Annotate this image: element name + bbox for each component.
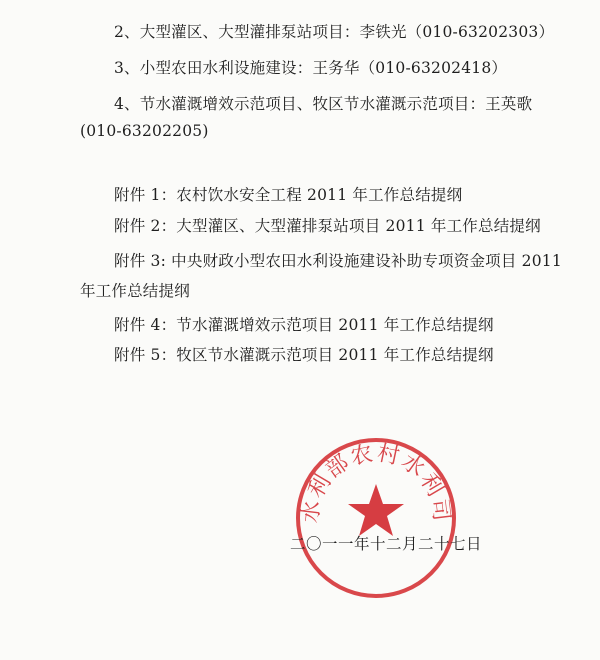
seal-star-icon xyxy=(348,484,404,536)
attachment-3-line2: 年工作总结提纲 xyxy=(80,282,190,300)
contact-item-4-line1: 4、节水灌溉增效示范项目、牧区节水灌溉示范项目：王英歌 xyxy=(114,95,533,113)
attachment-3-line1: 附件 3: 中央财政小型农田水利设施建设补助专项资金项目 2011 xyxy=(114,252,562,270)
contact-item-3: 3、小型农田水利设施建设：王务华（010-63202418） xyxy=(114,59,508,77)
contact-item-4-line2: (010-63202205) xyxy=(80,122,209,140)
attachment-2: 附件 2：大型灌区、大型灌排泵站项目 2011 年工作总结提纲 xyxy=(114,217,541,235)
attachment-4: 附件 4：节水灌溉增效示范项目 2011 年工作总结提纲 xyxy=(114,316,494,334)
seal-text: 水利部农村水利司 xyxy=(298,440,454,525)
document-date: 二〇一一年十二月二十七日 xyxy=(290,535,483,553)
attachment-1: 附件 1：农村饮水安全工程 2011 年工作总结提纲 xyxy=(114,186,463,204)
official-seal xyxy=(294,436,458,600)
contact-item-2: 2、大型灌区、大型灌排泵站项目：李铁光（010-63202303） xyxy=(114,23,555,41)
attachment-5: 附件 5：牧区节水灌溉示范项目 2011 年工作总结提纲 xyxy=(114,346,494,364)
